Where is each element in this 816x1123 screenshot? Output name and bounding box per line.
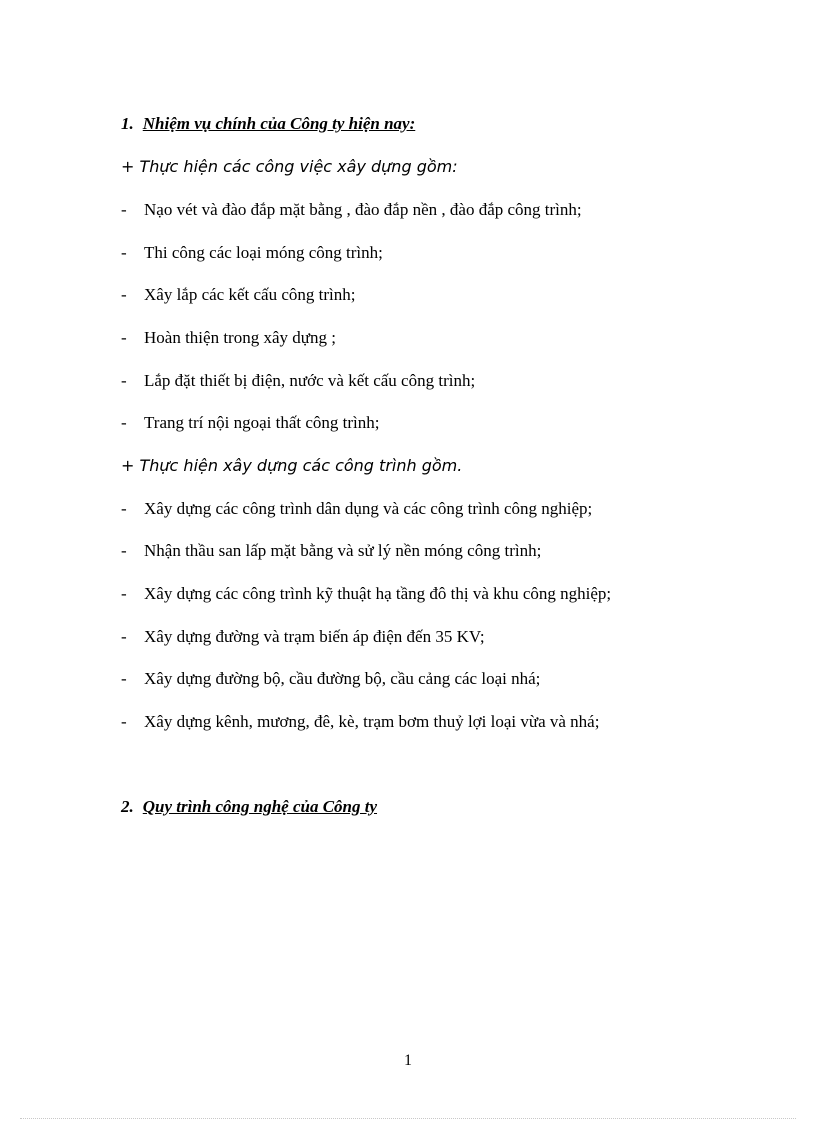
- list-item: [121, 413, 379, 433]
- list-item: [121, 669, 540, 689]
- list-item: [121, 285, 355, 305]
- list-bullet: -: [121, 285, 127, 304]
- list-item-text: Nhận thầu san lấp mặt bằng và sử lý nền móng công trình;: [144, 541, 542, 560]
- list-bullet: -: [121, 541, 127, 560]
- section-2-heading: [121, 797, 377, 817]
- list-bullet: -: [121, 669, 127, 688]
- section-1-heading: [121, 114, 415, 134]
- list-item: [121, 541, 541, 561]
- section-1-title: Nhiệm vụ chính của Công ty hiện nay:: [142, 114, 416, 133]
- list-item-text: Lắp đặt thiết bị điện, nước và kết cấu công trình;: [144, 371, 476, 390]
- list-item: [121, 243, 383, 263]
- list-item-text: Xây dựng đường bộ, cầu đường bộ, cầu cảng các loại nhá;: [144, 669, 541, 688]
- list-item-text: Thi công các loại móng công trình;: [144, 243, 383, 262]
- list-item-text: Trang trí nội ngoại thất công trình;: [144, 413, 380, 432]
- list-bullet: -: [121, 328, 127, 347]
- list-bullet: -: [121, 243, 127, 262]
- list-item: [121, 200, 582, 220]
- list-item: [121, 499, 592, 519]
- list-bullet: -: [121, 413, 127, 432]
- list-item: [121, 371, 475, 391]
- list-bullet: -: [121, 499, 127, 518]
- list-bullet: -: [121, 712, 127, 731]
- list-bullet: -: [121, 200, 127, 219]
- page-number: 1: [404, 1052, 412, 1069]
- list-item-text: Xây lắp các kết cấu công trình;: [144, 285, 356, 304]
- page-bottom-divider: [20, 1118, 796, 1119]
- list-item: [121, 712, 599, 732]
- list-bullet: -: [121, 627, 127, 646]
- list-item-text: Hoàn thiện trong xây dựng ;: [144, 328, 336, 347]
- list-item: [121, 584, 611, 604]
- section-2-title: Quy trình công nghệ của Công ty: [142, 797, 378, 816]
- section-1-number: 1.: [121, 114, 134, 133]
- list-item-text: Nạo vét và đào đắp mặt bằng , đào đắp nền , đào đắp công trình;: [144, 200, 582, 219]
- list-item-text: Xây dựng đường và trạm biến áp điện đến 35 KV;: [144, 627, 485, 646]
- list-item: [121, 627, 485, 647]
- list-item-text: Xây dựng kênh, mương, đê, kè, trạm bơm thuỷ lợi loại vừa và nhá;: [144, 712, 600, 731]
- list-bullet: -: [121, 371, 127, 390]
- group-2-heading: + Thực hiện xây dựng các công trình gồm.: [121, 456, 463, 475]
- group-1-heading: + Thực hiện các công việc xây dựng gồm:: [121, 157, 458, 176]
- section-2-number: 2.: [121, 797, 134, 816]
- list-bullet: -: [121, 584, 127, 603]
- list-item: [121, 328, 336, 348]
- list-item-text: Xây dựng các công trình dân dụng và các công trình công nghiệp;: [144, 499, 593, 518]
- list-item-text: Xây dựng các công trình kỹ thuật hạ tầng đô thị và khu công nghiệp;: [144, 584, 612, 603]
